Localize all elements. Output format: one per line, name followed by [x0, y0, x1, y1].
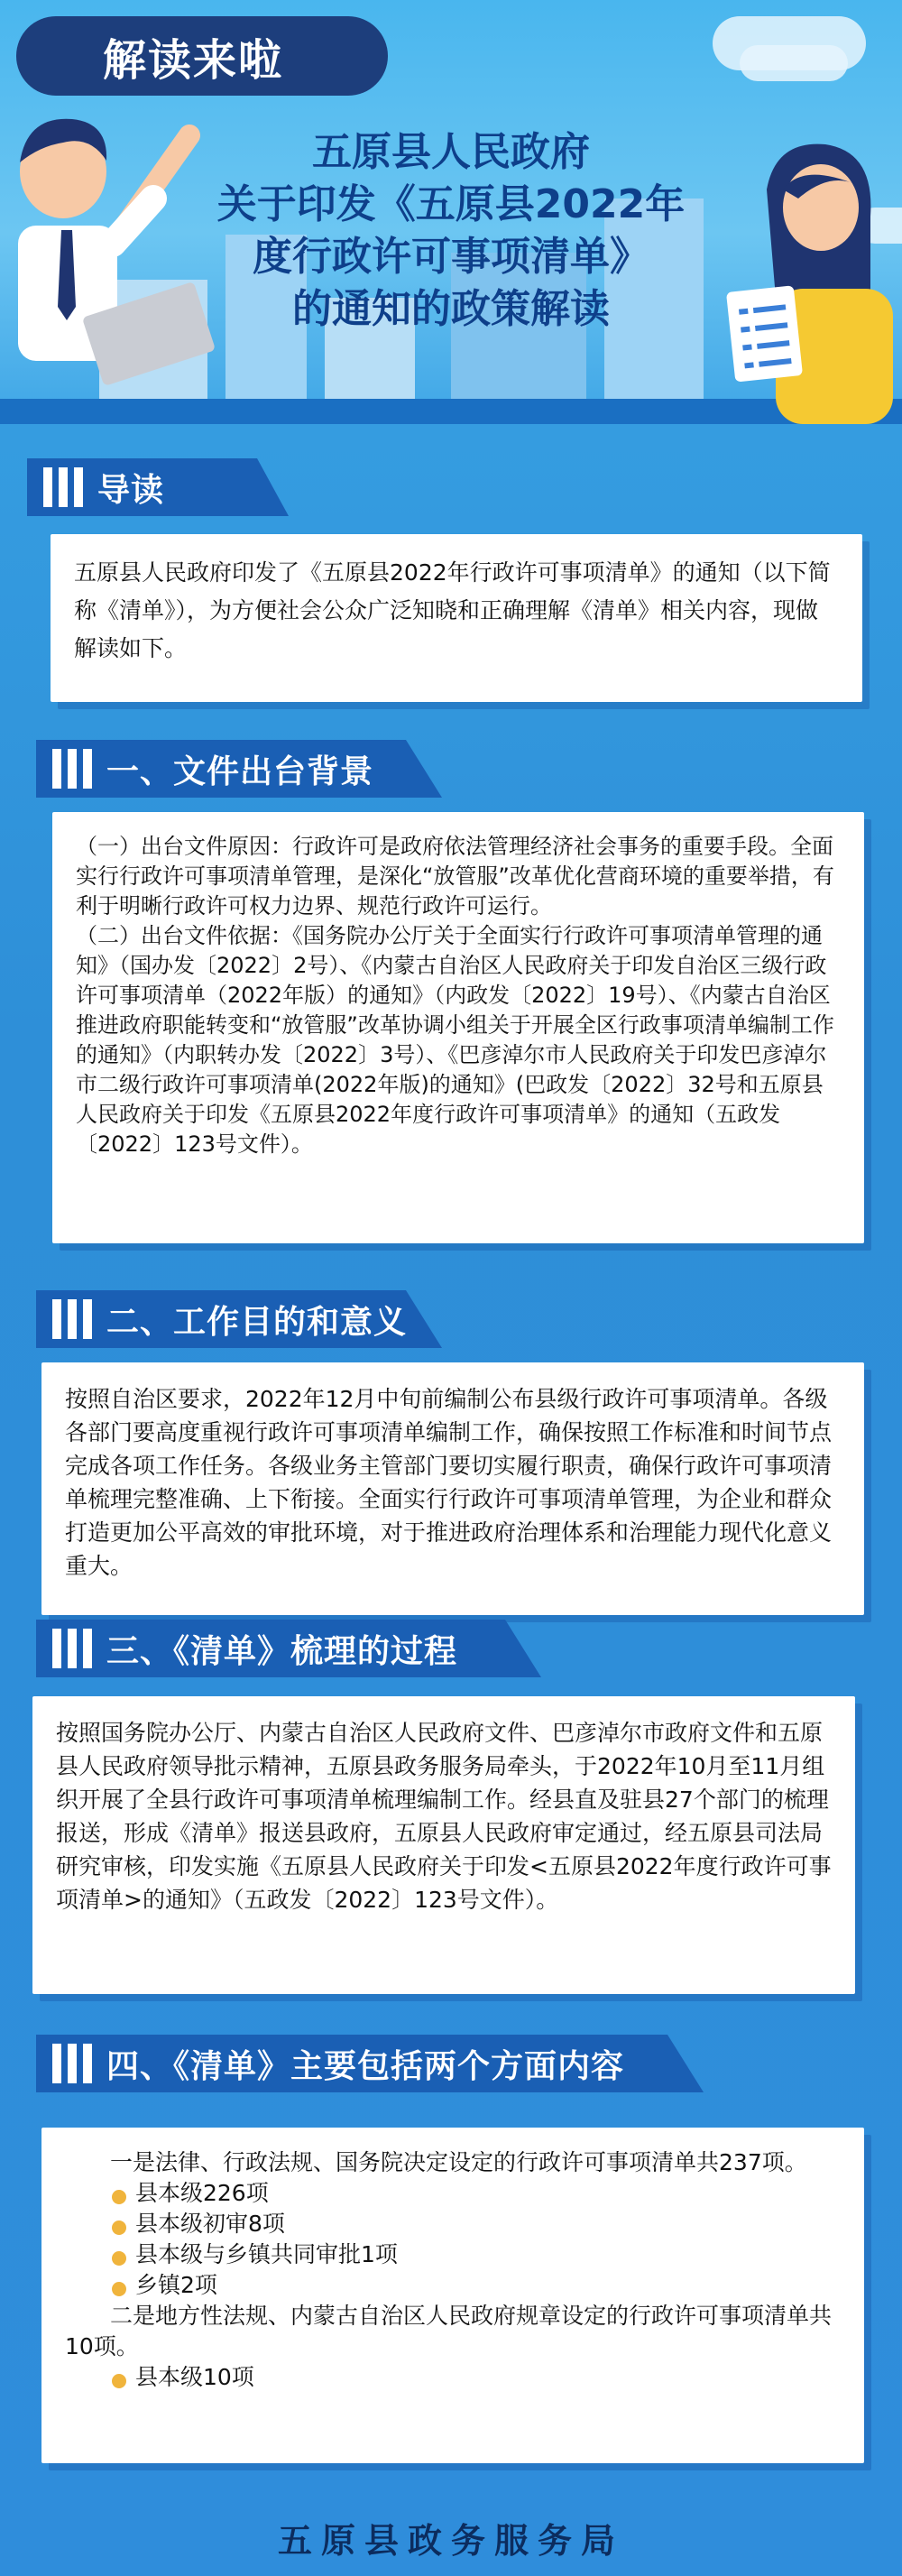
- intro-text: 五原县人民政府印发了《五原县2022年行政许可事项清单》的通知（以下简称《清单》），为方便社会公众广泛知晓和正确理解《清单》相关内容，现做解读如下。: [74, 559, 831, 661]
- list-item: 县本级10项: [110, 2362, 841, 2393]
- section4-part2: 二是地方性法规、内蒙古自治区人民政府规章设定的行政许可事项清单共10项。: [65, 2303, 833, 2359]
- section2-text: 按照自治区要求，2022年12月中旬前编制公布县级行政许可事项清单。各级各部门要高度重视行政许可事项清单编制工作，确保按照工作标准和时间节点完成各项工作任务。各级业务主管部门要切实履行职责，确保行政许可事项清单梳理完整准确、上下衔接。全面实行行政许可事项清单管理，为企业和群众打造更加公平高效的审批环境，对于推进政府治理体系和治理能力现代化意义重大。: [65, 1386, 833, 1579]
- section1-heading: [36, 740, 442, 798]
- section3-card: [32, 1696, 855, 1994]
- title-line: 五原县人民政府: [312, 129, 590, 175]
- heading-bars-icon: [43, 467, 83, 507]
- heading-bars-icon: [52, 2044, 92, 2083]
- section4-card: [41, 2128, 864, 2463]
- heading-bars-icon: [52, 1299, 92, 1339]
- badge-pill: [16, 16, 388, 96]
- man-with-laptop-illustration: [0, 99, 216, 397]
- title-line: 度行政许可事项清单》: [253, 234, 649, 280]
- section1-para2: （二）出台文件依据：《国务院办公厅关于全面实行行政许可事项清单管理的通知》（国办发〔2022〕2号）、《内蒙古自治区人民政府关于印发自治区三级行政许可事项清单（2022年版）的通知》（内政发〔2022〕19号）、《内蒙古自治区推进政府职能转变和“放管服”改革协调小组关于开展全区行政事项清单编制工作的通知》（内职转办发〔2022〕3号）、《巴彦淖尔市人民政府关于印发巴彦淖尔市二级行政许可事项清单(2022年版)的通知》(巴政发〔2022〕32号和五原县人民政府关于印发《五原县2022年度行政许可事项清单》的通知（五政发〔2022〕123号文件）。: [76, 923, 834, 1157]
- list-item: 县本级与乡镇共同审批1项: [110, 2239, 841, 2270]
- part1-list: [110, 2178, 841, 2301]
- section1-para1: （一）出台文件原因：行政许可是政府依法管理经济社会事务的重要手段。全面实行行政许可事项清单管理，是深化“放管服”改革优化营商环境的重要举措，有利于明晰行政许可权力边界、规范行政许可运行。: [76, 834, 834, 919]
- part2-list: [110, 2362, 841, 2393]
- section3-heading: [36, 1620, 541, 1677]
- section2-card: [41, 1362, 864, 1615]
- section4-part1: 一是法律、行政法规、国务院决定设定的行政许可事项清单共237项。: [110, 2149, 807, 2175]
- list-item: 县本级226项: [110, 2178, 841, 2209]
- list-item: 县本级初审8项: [110, 2209, 841, 2239]
- intro-card: [51, 534, 862, 702]
- woman-with-document-illustration: [713, 135, 902, 424]
- section2-heading-text: 二、工作目的和意义: [106, 1303, 408, 1341]
- section4-heading-text: 四、《清单》主要包括两个方面内容: [106, 2047, 625, 2085]
- title-line: 关于印发《五原县2022年: [216, 181, 686, 227]
- footer-org-name: [0, 2499, 902, 2576]
- cloud-decoration: [740, 45, 848, 81]
- section3-text: 按照国务院办公厅、内蒙古自治区人民政府文件、巴彦淖尔市政府文件和五原县人民政府领导批示精神，五原县政务服务局牵头，于2022年10月至11月组织开展了全县行政许可事项清单梳理编制工作。经县直及驻县27个部门的梳理报送，形成《清单》报送县政府，五原县人民政府审定通过，经五原县司法局研究审核，印发实施《五原县人民政府关于印发<五原县2022年度行政许可事项清单>的通知》（五政发〔2022〕123号文件）。: [56, 1720, 832, 1913]
- section3-heading-text: 三、《清单》梳理的过程: [106, 1632, 458, 1670]
- heading-bars-icon: [52, 749, 92, 789]
- heading-bars-icon: [52, 1629, 92, 1668]
- intro-heading-text: 导读: [97, 471, 165, 509]
- badge-text: 解读来啦: [103, 34, 284, 86]
- section1-card: [52, 812, 864, 1243]
- header-banner: [0, 0, 902, 424]
- title-line: 的通知的政策解读: [292, 286, 610, 332]
- page-title: [135, 126, 767, 336]
- intro-heading: [27, 458, 289, 516]
- section1-heading-text: 一、文件出台背景: [106, 752, 374, 790]
- list-item: 乡镇2项: [110, 2270, 841, 2301]
- section2-heading: [36, 1290, 442, 1348]
- footer-text: 五原县政务服务局: [277, 2521, 624, 2561]
- section4-heading: [36, 2035, 704, 2092]
